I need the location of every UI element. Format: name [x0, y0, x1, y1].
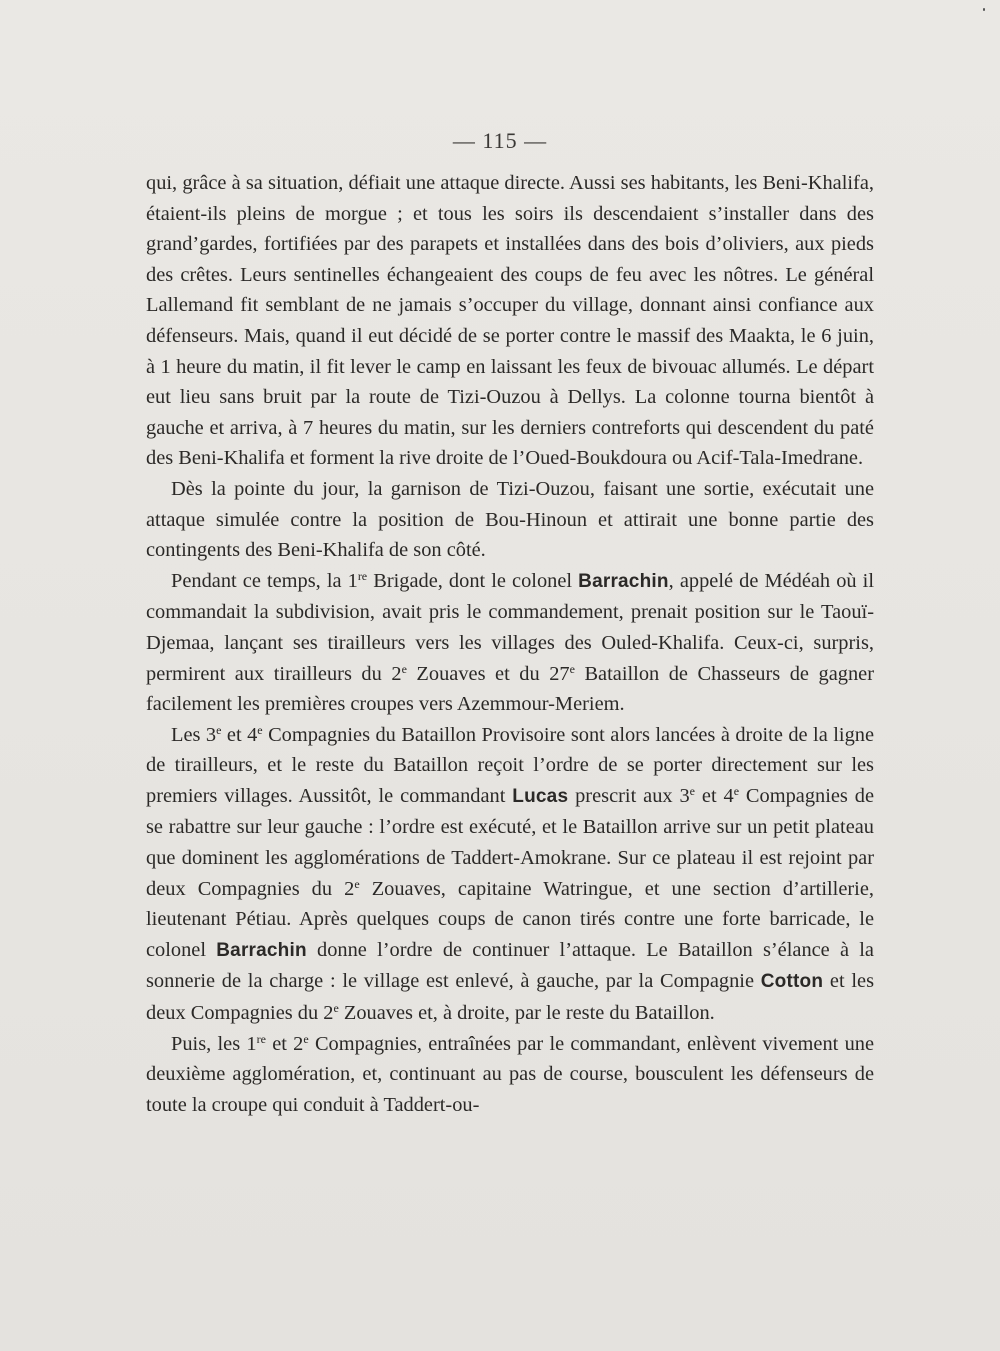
text-run: Pendant ce temps, la 1: [171, 569, 358, 592]
text-run: Zouaves, capitaine Watringue, et une section d’artillerie, lieutenant Pétiau. Après quelques coups de canon tirés contre une forte barricade, le colonel: [146, 877, 874, 961]
superscript: e: [257, 722, 263, 737]
text-run: Compagnies, entraînées par le commandant, enlèvent vivement une deuxième agglomération, et, continuant au pas de course, bousculent les défenseurs de toute la croupe qui conduit à Taddert-ou-: [146, 1032, 875, 1116]
text-run: Zouaves et, à droite, par le reste du Bataillon.: [338, 1002, 715, 1025]
person-name: Cotton: [760, 971, 824, 993]
text-run: Zouaves et du 27: [406, 662, 570, 685]
text-run: donne l’ordre de continuer l’attaque. Le Bataillon s’élance à la sonnerie de la charge : le village est enlevé, à gauche, par la Compagnie: [146, 938, 874, 993]
person-name: Lucas: [512, 785, 569, 807]
paragraph: [146, 720, 874, 1029]
person-name: Barrachin: [578, 570, 669, 592]
superscript: e: [401, 661, 407, 676]
superscript: re: [256, 1031, 266, 1046]
paragraph: [146, 1029, 874, 1121]
text-run: et 4: [695, 784, 734, 807]
text-run: , appelé de Médéah où il commandait la subdivision, avait pris le commandement, prenait position sur le Taouï-Djemaa, lançant ses tirailleurs vers les villages des Ouled-Khalifa. Ceux-ci, surpris, permirent aux tirailleurs du 2: [146, 569, 874, 685]
text-run: et 2: [265, 1032, 304, 1055]
text-run: et les deux Compagnies du 2: [146, 970, 875, 1025]
superscript: e: [733, 783, 740, 798]
superscript: e: [303, 1031, 309, 1046]
superscript: e: [569, 661, 575, 676]
text-run: prescrit aux 3: [568, 784, 690, 807]
ink-speck: [983, 8, 985, 11]
superscript: e: [689, 783, 695, 798]
text-run: Les 3: [171, 723, 217, 746]
superscript: e: [354, 876, 360, 891]
text-run: Compagnies de se rabattre sur leur gauche : l’ordre est exécuté, et le Bataillon arrive sur un petit plateau que dominent les agglomérations de Taddert-Amokrane. Sur ce plateau il est rejoint par deux Compagnies du 2: [146, 784, 874, 900]
text-run: et 4: [221, 723, 258, 746]
superscript: e: [333, 1001, 339, 1016]
body-text: [146, 168, 874, 1120]
text-run: Bataillon de Chasseurs de gagner facilement les premières croupes vers Azemmour-Meriem.: [146, 662, 874, 716]
text-run: qui, grâce à sa situation, défiait une attaque directe. Aussi ses habitants, les Beni-Khalifa, étaient-ils pleins de morgue ; et tous les soirs ils descendaient s’installer dans des grand’gardes, fortifiées par des parapets et installées dans des bois d’oliviers, aux pieds des crêtes. Leurs sentinelles échangeaient des coups de feu avec les nôtres. Le général Lallemand fit semblant de ne jamais s’occuper du village, donnant ainsi confiance aux défenseurs. Mais, quand il eut décidé de se porter contre le massif des Maakta, le 6 juin, à 1 heure du matin, il fit lever le camp en laissant les feux de bivouac allumés. Le départ eut lieu sans bruit par la route de Tizi-Ouzou à Dellys. La colonne tourna bientôt à gauche et arriva, à 7 heures du matin, sur les derniers contreforts qui descendent du paté des Beni-Khalifa et forment la rive droite de l’Oued-Boukdoura ou Acif-Tala-Imedrane.: [146, 172, 874, 470]
text-run: Dès la pointe du jour, la garnison de Tizi-Ouzou, faisant une sortie, exécutait une attaque simulée contre la position de Bou-Hinoun et attirait une bonne partie des contingents des Beni-Khalifa de son côté.: [146, 477, 874, 562]
paragraph: [146, 168, 874, 474]
superscript: e: [216, 722, 222, 737]
person-name: Barrachin: [216, 939, 307, 961]
paragraph: [146, 474, 874, 566]
text-run: Brigade, dont le colonel: [367, 569, 579, 592]
text-run: Compagnies du Bataillon Provisoire sont alors lancées à droite de la ligne de tirailleurs, et le reste du Bataillon reçoit l’ordre de se porter directement sur les premiers villages. Aussitôt, le commandant: [146, 723, 875, 807]
text-run: Puis, les 1: [171, 1032, 257, 1055]
superscript: re: [357, 568, 368, 583]
paragraph: [146, 566, 874, 720]
page-number: — 115 —: [452, 128, 548, 153]
